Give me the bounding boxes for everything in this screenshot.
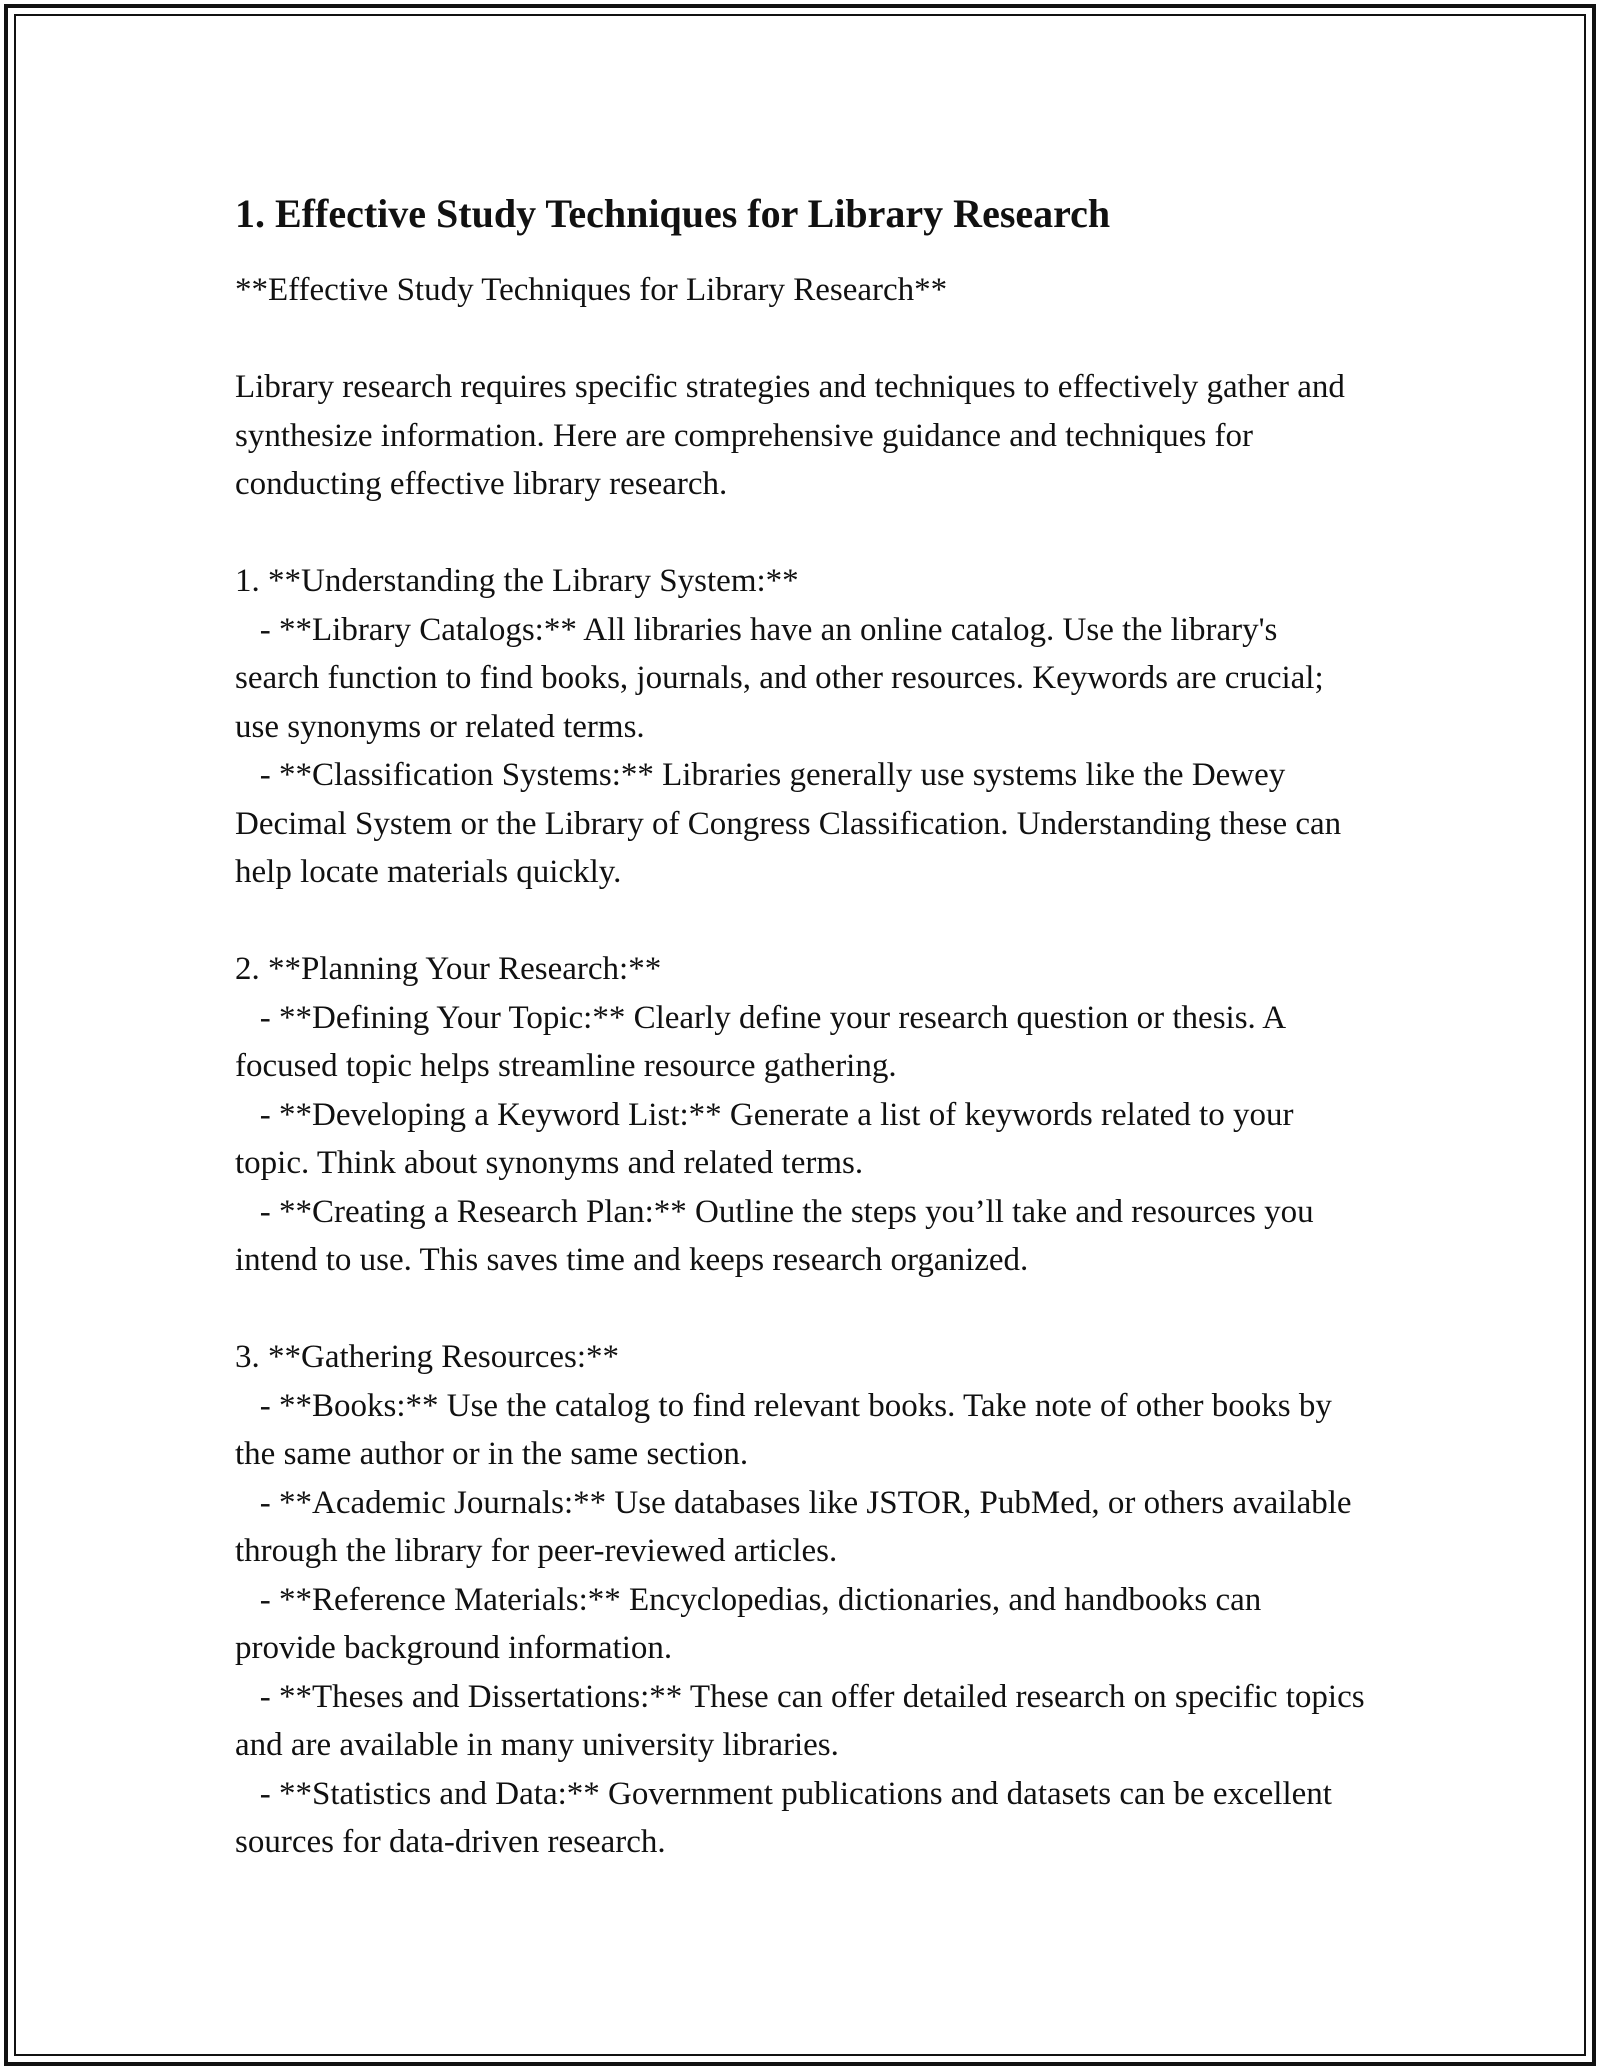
document-body [235,190,1373,1867]
section-understanding-library-system [235,557,1365,897]
list-item: - **Library Catalogs:** All libraries have an online catalog. Use the library's search function to find books, journals, and other resources. Keywords are crucial; use synonyms or related terms. [235,611,1332,745]
list-item: - **Defining Your Topic:** Clearly define your research question or thesis. A focused topic helps streamline resource gathering. [235,999,1293,1084]
blank-line [235,897,1365,946]
list-item: - **Creating a Research Plan:** Outline the steps you’ll take and resources you intend to use. This saves time and keeps research organized. [235,1193,1322,1278]
section-planning-research [235,945,1365,1285]
section-gathering-resources [235,1333,1373,1867]
section-title: 3. **Gathering Resources:** [235,1339,619,1375]
blank-line [235,1285,1365,1334]
list-item: - **Theses and Dissertations:** These can offer detailed research on specific topics and are available in many university libraries. [235,1678,1373,1763]
list-item: - **Books:** Use the catalog to find relevant books. Take note of other books by the same author or in the same section. [235,1387,1341,1472]
list-item: - **Developing a Keyword List:** Generate a list of keywords related to your topic. Think about synonyms and related terms. [235,1096,1302,1181]
document-subtitle: **Effective Study Techniques for Library Research** [235,272,948,308]
list-item: - **Statistics and Data:** Government publications and datasets can be excellent sources for data-driven research. [235,1775,1341,1860]
blank-line [235,509,1365,558]
blank-line [235,315,1365,364]
list-item: - **Classification Systems:** Libraries generally use systems like the Dewey Decimal System or the Library of Congress Classification. Understanding these can help locate materials quickly. [235,757,1350,890]
list-item: - **Reference Materials:** Encyclopedias, dictionaries, and handbooks can provide background information. [235,1581,1270,1666]
list-item: - **Academic Journals:** Use databases like JSTOR, PubMed, or others available through the library for peer-reviewed articles. [235,1484,1360,1569]
intro-paragraph: Library research requires specific strategies and techniques to effectively gather and synthesize information. Here are comprehensive guidance and techniques for conducting effective library research. [235,369,1354,502]
section-title: 2. **Planning Your Research:** [235,951,662,987]
section-title: 1. **Understanding the Library System:** [235,563,799,599]
page-title: 1. Effective Study Techniques for Library Research [235,191,1111,236]
